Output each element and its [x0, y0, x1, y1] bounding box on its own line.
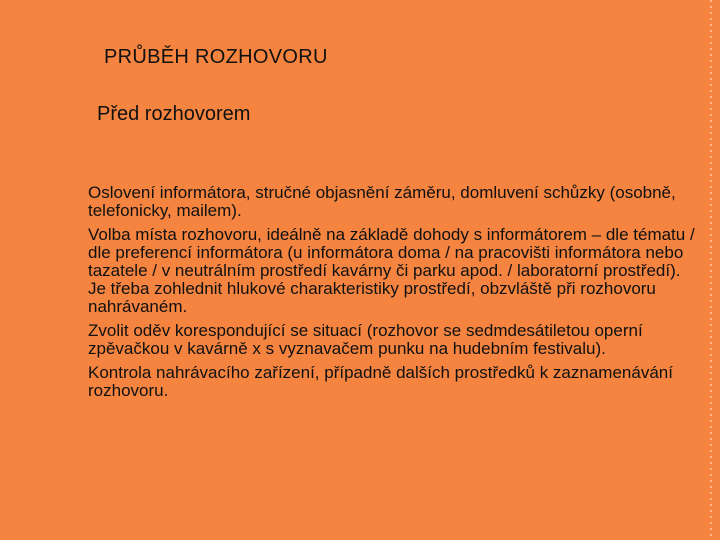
paragraph-contact: Oslovení informátora, stručné objasnění záměru, domluvení schůzky (osobně, telefonicky, mailem). — [88, 183, 676, 220]
paragraph-clothing: Zvolit oděv korespondující se situací (rozhovor se sedmdesátiletou operní zpěvačkou v kavárně x s vyznavačem punku na hudebním festivalu). — [88, 321, 643, 358]
paragraph-location: Volba místa rozhovoru, ideálně na základě dohody s informátorem – dle tématu / dle preferencí informátora (u informátora doma / na pracovišti informátora nebo tazatele / v neutrálním prostředí kavárny či parku apod. / laboratorní prostředí). Je třeba zohlednit hlukové charakteristiky prostředí, obzvláště při rozhovoru nahrávaném. — [88, 225, 695, 316]
edge-dotted-line — [710, 0, 712, 540]
slide-subtitle: Před rozhovorem — [97, 103, 251, 125]
paragraph-equipment: Kontrola nahrávacího zařízení, případně dalších prostředků k zaznamenávání rozhovoru. — [88, 363, 673, 400]
body-text — [88, 184, 700, 406]
slide-title: PRŮBĚH ROZHOVORU — [104, 46, 328, 68]
